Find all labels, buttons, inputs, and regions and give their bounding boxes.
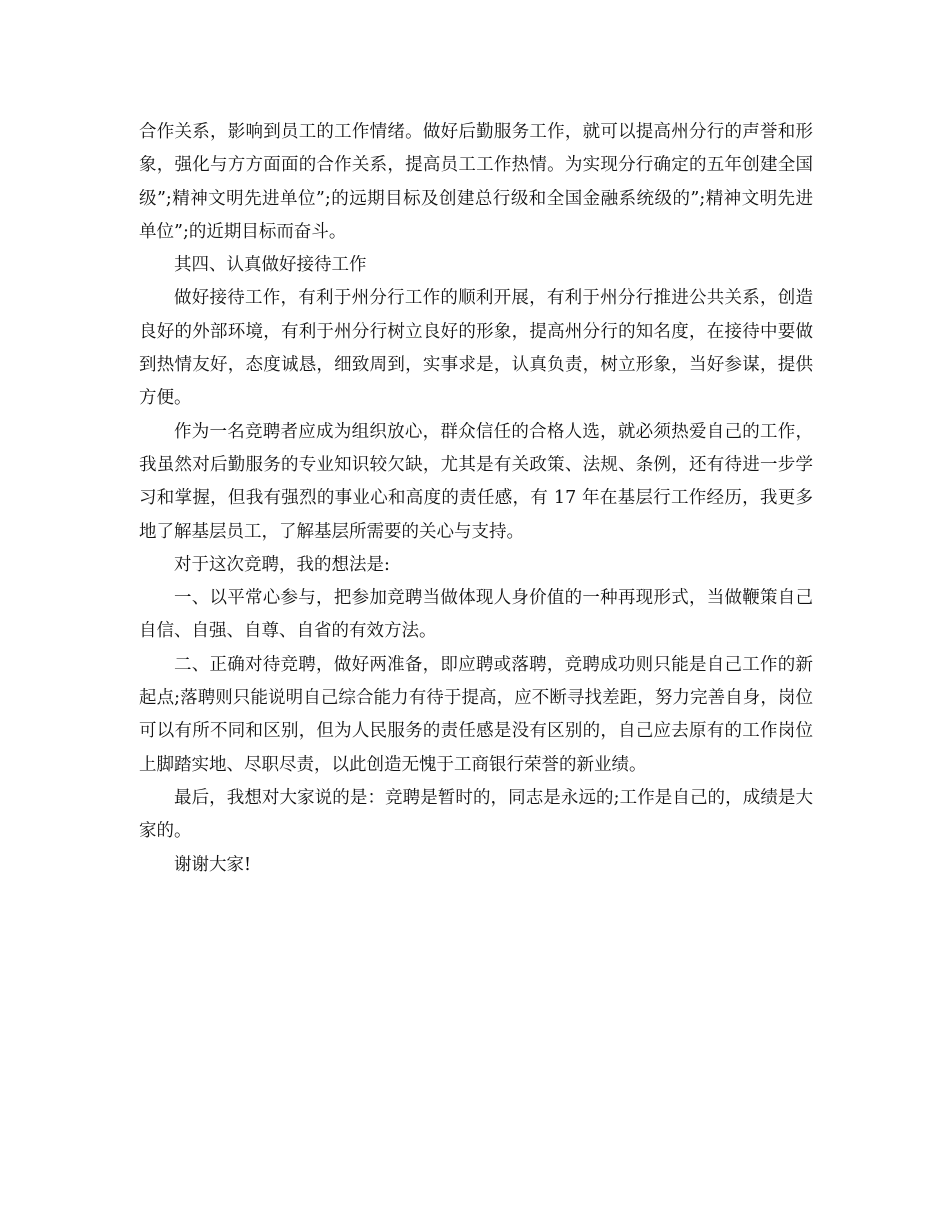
paragraph-thought-one: 一、以平常心参与，把参加竞聘当做体现人身价值的一种再现形式，当做鞭策自己自信、自强、自尊、自省的有效方法。 xyxy=(139,588,813,642)
paragraph-thanks: 谢谢大家! xyxy=(174,854,252,875)
paragraph-reception: 做好接待工作，有利于州分行工作的顺利开展，有利于州分行推进公共关系，创造良好的外部环境，有利于州分行树立良好的形象，提高州分行的知名度，在接待中要做到热情友好，态度诚恳，细致周到，实事求是，认真负责，树立形象，当好参谋，提供方便。 xyxy=(139,288,813,409)
document-body xyxy=(139,116,813,882)
paragraph-thoughts-intro: 对于这次竞聘，我的想法是: xyxy=(174,554,390,575)
paragraph-thought-two: 二、正确对待竞聘，做好两准备，即应聘或落聘，竞聘成功则只能是自己工作的新起点;落聘则只能说明自己综合能力有待于提高，应不断寻找差距，努力完善自身，岗位可以有所不同和区别，但为人民服务的责任感是没有区别的，自己应去原有的工作岗位上脚踏实地、尽职尽责，以此创造无愧于工商银行荣誉的新业绩。 xyxy=(139,654,813,775)
paragraph-candidate: 作为一名竞聘者应成为组织放心，群众信任的合格人选，就必须热爱自己的工作，我虽然对后勤服务的专业知识较欠缺，尤其是有关政策、法规、条例，还有待进一步学习和掌握，但我有强烈的事业心和高度的责任感，有 17 年在基层行工作经历，我更多地了解基层员工，了解基层所需要的关心与支持。 xyxy=(139,421,813,542)
paragraph-continuation: 合作关系，影响到员工的工作情绪。做好后勤服务工作，就可以提高州分行的声誉和形象，强化与方方面面的合作关系，提高员工工作热情。为实现分行确定的五年创建全国级”;精神文明先进单位”;的远期目标及创建总行级和全国金融系统级的”;精神文明先进单位”;的近期目标而奋斗。 xyxy=(139,122,813,242)
paragraph-closing: 最后，我想对大家说的是：竞聘是暂时的，同志是永远的;工作是自己的，成绩是大家的。 xyxy=(139,787,813,842)
section-heading-reception: 其四、认真做好接待工作 xyxy=(174,255,367,276)
